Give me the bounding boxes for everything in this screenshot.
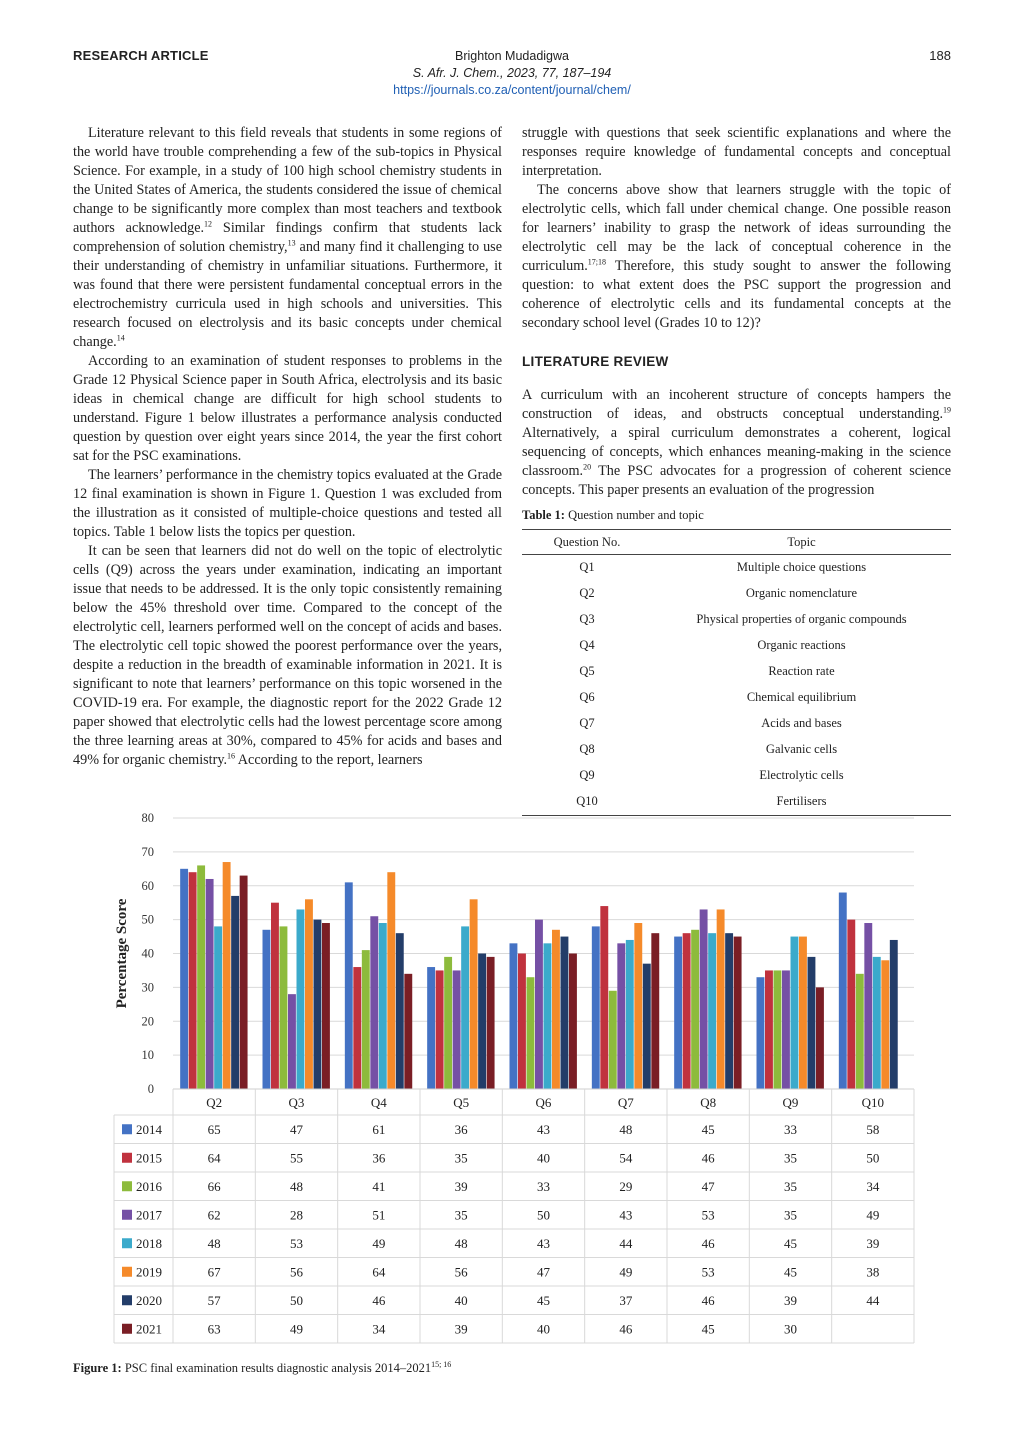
- bar: [774, 970, 782, 1089]
- data-label: 56: [290, 1264, 303, 1280]
- data-label: 45: [701, 1121, 715, 1137]
- data-label: 29: [619, 1178, 633, 1194]
- data-label: 44: [619, 1235, 633, 1251]
- data-label: 45: [701, 1321, 715, 1337]
- bar: [453, 970, 461, 1089]
- bar: [808, 957, 816, 1089]
- table-caption: Table 1: Question number and topic: [522, 508, 704, 522]
- bar: [470, 899, 478, 1089]
- table-row: Q7 Acids and bases: [579, 716, 842, 730]
- data-label: 49: [866, 1207, 880, 1223]
- data-label: 48: [290, 1178, 303, 1194]
- bar: [461, 926, 469, 1089]
- bar: [518, 954, 526, 1090]
- bar: [206, 879, 214, 1089]
- bar: [617, 943, 625, 1089]
- bar: [799, 937, 807, 1089]
- journal-link[interactable]: https://journals.co.za/content/journal/chem/: [393, 83, 631, 97]
- legend-label: 2020: [136, 1292, 162, 1308]
- citation[interactable]: 14: [116, 333, 125, 343]
- data-label: 34: [372, 1321, 386, 1337]
- bar: [271, 903, 279, 1089]
- legend-swatch: [122, 1210, 132, 1220]
- data-label: 48: [207, 1235, 221, 1251]
- data-label: 46: [372, 1292, 386, 1308]
- data-label: 61: [372, 1121, 386, 1137]
- y-tick-label: 10: [141, 1048, 154, 1063]
- data-label: 36: [454, 1121, 468, 1137]
- data-label: 57: [207, 1292, 221, 1308]
- bar: [890, 940, 898, 1089]
- figure-caption: Figure 1: PSC final examination results diagnostic analysis 2014–2021$^{15; 16}$: [73, 1359, 452, 1375]
- data-label: 35: [454, 1150, 468, 1166]
- legend-swatch: [122, 1295, 132, 1305]
- data-label: 64: [207, 1150, 221, 1166]
- citation[interactable]: 20: [583, 462, 592, 472]
- bar: [197, 865, 205, 1089]
- data-label: 46: [701, 1150, 715, 1166]
- bar: [816, 987, 824, 1089]
- bar: [717, 909, 725, 1089]
- data-label: 48: [454, 1235, 468, 1251]
- paragraph: The learners’ performance in the chemistry topics evaluated at the Grade 12 final examination is shown in Figure 1. Question 1 was excluded from the illustration as it consisted of multiple-choice questions and tested all topics. Table 1 below lists the topics per question.: [73, 467, 502, 540]
- data-label: 37: [619, 1292, 633, 1308]
- data-label: 66: [207, 1178, 221, 1194]
- bar: [231, 896, 239, 1089]
- data-label: 28: [290, 1207, 303, 1223]
- legend-swatch: [122, 1181, 132, 1191]
- bar: [651, 933, 659, 1089]
- data-label: 49: [290, 1321, 303, 1337]
- bar: [734, 937, 742, 1089]
- data-label: 53: [701, 1207, 715, 1223]
- table-row: Q10 Fertilisers: [522, 789, 951, 816]
- data-label: 39: [454, 1178, 468, 1194]
- bar: [782, 970, 790, 1089]
- x-tick-label: Q7: [617, 1095, 634, 1110]
- data-label: 65: [207, 1121, 221, 1137]
- data-label: 30: [784, 1321, 797, 1337]
- header-center: [73, 48, 951, 99]
- table-row: Q8 Galvanic cells: [579, 742, 838, 756]
- journal-citation: S. Afr. J. Chem., 2023, 77, 187–194: [412, 66, 612, 80]
- data-label: 33: [784, 1121, 797, 1137]
- data-label: 35: [784, 1207, 797, 1223]
- x-tick-label: Q5: [453, 1095, 470, 1110]
- bar: [873, 957, 881, 1089]
- x-tick-label: Q10: [861, 1095, 885, 1110]
- legend-label: 2016: [136, 1178, 162, 1194]
- table-header: Topic: [652, 530, 951, 555]
- data-label: 67: [207, 1264, 221, 1280]
- bar: [396, 933, 404, 1089]
- bar: [609, 991, 617, 1089]
- data-label: 47: [537, 1264, 550, 1280]
- bar: [280, 926, 288, 1089]
- data-label: 58: [866, 1121, 880, 1137]
- table-row: Q9 Electrolytic cells: [579, 768, 844, 782]
- data-label: 49: [372, 1235, 386, 1251]
- data-label: 35: [784, 1150, 797, 1166]
- data-label: 53: [290, 1235, 303, 1251]
- data-label: 47: [290, 1121, 303, 1137]
- topics-table: [522, 529, 951, 816]
- data-label: 39: [866, 1235, 880, 1251]
- bar: [510, 943, 518, 1089]
- bar: [765, 970, 773, 1089]
- bar: [189, 872, 197, 1089]
- bar: [322, 923, 330, 1089]
- y-tick-label: 40: [141, 946, 154, 961]
- data-label: 48: [619, 1121, 633, 1137]
- bar: [700, 909, 708, 1089]
- bar: [370, 916, 378, 1089]
- y-tick-label: 0: [147, 1082, 154, 1096]
- right-column: [522, 124, 951, 816]
- data-label: 38: [866, 1264, 880, 1280]
- x-tick-label: Q2: [206, 1095, 223, 1110]
- bar: [353, 967, 361, 1089]
- table-row: Q3 Physical properties of organic compounds: [579, 612, 907, 626]
- data-label: 63: [207, 1321, 221, 1337]
- bar: [478, 954, 486, 1090]
- bar: [569, 954, 577, 1090]
- data-label: 36: [372, 1150, 386, 1166]
- data-label: 64: [372, 1264, 386, 1280]
- bar: [856, 974, 864, 1089]
- bar: [297, 909, 305, 1089]
- citation[interactable]: 16: [227, 751, 236, 761]
- bar: [180, 869, 188, 1089]
- data-label: 40: [537, 1321, 550, 1337]
- paragraph: It can be seen that learners did not do well on the topic of electrolytic cells (Q9) across the years under examination, indicating an important issue that needs to be addressed. It is the only topic consistently remaining below the 45% threshold over time. Compared to the concept of the electrolytic cell, learners performed well on the concept of acids and bases. The electrolytic cell topic showed the poorest performance over the years, despite a reduction in the breadth of examinable information in 2021. It is significant to note that learners’ performance on this topic worsened in the COVID-19 era. For example, the diagnostic report for the 2022 Grade 12 paper showed that electrolytic cells had the lowest percentage score among the three learning areas at 30%, compared to 45% for acids and bases and 49% for organic chemistry.$^{16}$ According to the report, learners: [73, 543, 502, 768]
- data-label: 50: [537, 1207, 550, 1223]
- bar: [487, 957, 495, 1089]
- citation[interactable]: 19: [943, 405, 951, 415]
- bar: [404, 974, 412, 1089]
- data-label: 50: [290, 1292, 303, 1308]
- legend-label: 2021: [136, 1321, 162, 1337]
- legend-label: 2014: [136, 1121, 162, 1137]
- data-label: 40: [454, 1292, 468, 1308]
- table-row: Q4 Organic reactions: [579, 638, 846, 652]
- section-label: RESEARCH ARTICLE: [73, 48, 209, 63]
- bar: [643, 964, 651, 1089]
- data-label: 56: [454, 1264, 468, 1280]
- bar: [683, 933, 691, 1089]
- bar: [535, 920, 543, 1089]
- y-tick-label: 20: [141, 1014, 154, 1029]
- data-label: 55: [290, 1150, 303, 1166]
- y-tick-label: 80: [141, 811, 154, 825]
- legend-swatch: [122, 1238, 132, 1248]
- legend-label: 2019: [136, 1264, 162, 1280]
- bar: [725, 933, 733, 1089]
- bar: [240, 876, 248, 1089]
- bar: [544, 943, 552, 1089]
- section-heading: LITERATURE REVIEW: [522, 354, 669, 369]
- paragraph: Literature relevant to this field reveals that students in some regions of the world have trouble comprehending a few of the sub-topics in Physical Science. For example, in a study of 100 high school chemistry students in the United States of America, the students considered the issue of chemical change to be significantly more complex than most teachers and textbook authors acknowledge.$^{12}$ Similar findings confirm that students lack comprehension of solution chemistry,$^{13}$ and many find it challenging to use their understanding of chemistry in unfamiliar situations. Furthermore, it was found that there were persistent fundamental conceptual errors in the electrochemistry curricula used in high schools and universities. This research focused on electrolysis and its basic concepts under chemical change.$^{14}$: [73, 125, 502, 350]
- bar: [881, 960, 889, 1089]
- bar: [757, 977, 765, 1089]
- bar: [691, 930, 699, 1089]
- bar: [592, 926, 600, 1089]
- data-label: 34: [866, 1178, 880, 1194]
- table-row: Q2 Organic nomenclature: [579, 586, 858, 600]
- bar: [791, 937, 799, 1089]
- paragraph: The concerns above show that learners struggle with the topic of electrolytic cells, which fall under chemical change. One possible reason for learners’ inability to grasp the network of ideas surrounding the electrolytic cell may be the lack of conceptual coherence in the curriculum.$^{17;18}$ Therefore, this study sought to answer the following question: to what extent does the PSC support the progression and coherence of electrolytic cells and its fundamental concepts at the secondary school level (Grades 10 to 12)?: [522, 182, 951, 331]
- left-column: [73, 124, 502, 770]
- y-axis-label: Percentage Score: [114, 898, 130, 1009]
- bar: [288, 994, 296, 1089]
- table-header: Question No.: [522, 530, 652, 555]
- bar: [708, 933, 716, 1089]
- bar: [839, 893, 847, 1089]
- data-label: 39: [454, 1321, 468, 1337]
- legend-label: 2017: [136, 1207, 162, 1223]
- legend-swatch: [122, 1124, 132, 1134]
- y-tick-label: 50: [141, 912, 154, 927]
- bar: [362, 950, 370, 1089]
- data-label: 35: [454, 1207, 468, 1223]
- bar-chart: [100, 800, 930, 1360]
- y-tick-label: 70: [141, 844, 154, 859]
- table-row: Q5 Reaction rate: [579, 664, 835, 678]
- bar: [345, 882, 353, 1089]
- bar: [387, 872, 395, 1089]
- data-label: 46: [701, 1292, 715, 1308]
- bar: [214, 926, 222, 1089]
- data-label: 41: [372, 1178, 386, 1194]
- data-label: 53: [701, 1264, 715, 1280]
- paragraph: According to an examination of student responses to problems in the Grade 12 Physical Science paper in South Africa, electrolysis and its basic ideas in chemical change are difficult for high school students to understand. Figure 1 below illustrates a performance analysis conducted question by question over eight years since 2014, the year the first cohort sat for the PSC examinations.: [73, 353, 502, 464]
- data-label: 45: [537, 1292, 550, 1308]
- page-number: 188: [929, 48, 951, 63]
- bar: [379, 923, 387, 1089]
- bar: [223, 862, 231, 1089]
- y-tick-label: 60: [141, 878, 154, 893]
- bar: [864, 923, 872, 1089]
- paragraph: struggle with questions that seek scientific explanations and where the responses require knowledge of fundamental concepts and conceptual interpretation.: [522, 125, 951, 179]
- bar: [444, 957, 452, 1089]
- legend-swatch: [122, 1267, 132, 1277]
- data-label: 39: [784, 1292, 797, 1308]
- page-header: [73, 46, 951, 102]
- legend-label: 2015: [136, 1150, 162, 1166]
- bar: [600, 906, 608, 1089]
- data-label: 49: [619, 1264, 633, 1280]
- data-label: 45: [784, 1264, 797, 1280]
- bar: [314, 920, 322, 1089]
- bar: [305, 899, 313, 1089]
- data-label: 51: [372, 1207, 386, 1223]
- bar: [847, 920, 855, 1089]
- x-tick-label: Q6: [535, 1095, 552, 1110]
- data-label: 47: [701, 1178, 715, 1194]
- data-label: 54: [619, 1150, 633, 1166]
- bar: [634, 923, 642, 1089]
- data-label: 46: [701, 1235, 715, 1251]
- data-label: 43: [537, 1235, 550, 1251]
- data-label: 62: [207, 1207, 221, 1223]
- data-label: 43: [619, 1207, 633, 1223]
- citation[interactable]: 13: [287, 238, 296, 248]
- data-label: 46: [619, 1321, 633, 1337]
- legend-swatch: [122, 1324, 132, 1334]
- bar: [626, 940, 634, 1089]
- bar: [436, 970, 444, 1089]
- x-tick-label: Q8: [700, 1095, 717, 1110]
- legend-swatch: [122, 1153, 132, 1163]
- data-label: 44: [866, 1292, 880, 1308]
- data-label: 33: [537, 1178, 550, 1194]
- citation[interactable]: 12: [204, 219, 213, 229]
- bar: [561, 937, 569, 1089]
- bar: [527, 977, 535, 1089]
- data-label: 45: [784, 1235, 797, 1251]
- data-label: 40: [537, 1150, 550, 1166]
- author: Brighton Mudadigwa: [455, 49, 569, 63]
- bar: [674, 937, 682, 1089]
- data-label: 43: [537, 1121, 550, 1137]
- bar: [552, 930, 560, 1089]
- citation[interactable]: 17;18: [587, 257, 607, 267]
- data-label: 50: [866, 1150, 880, 1166]
- x-tick-label: Q4: [370, 1095, 387, 1110]
- y-tick-label: 30: [141, 980, 154, 995]
- data-label: 35: [784, 1178, 797, 1194]
- legend-label: 2018: [136, 1235, 162, 1251]
- paragraph: A curriculum with an incoherent structure of concepts hampers the construction of ideas, and obstructs conceptual understanding.$^{19}$ Alternatively, a spiral curriculum demonstrates a coherent, logical sequencing of concepts, which enhances meaning-making in the science classroom.$^{20}$ The PSC advocates for a progression of coherent science concepts. This paper presents an evaluation of the progression: [522, 387, 951, 498]
- bar: [427, 967, 435, 1089]
- x-tick-label: Q3: [288, 1095, 305, 1110]
- x-tick-label: Q9: [782, 1095, 799, 1110]
- table-row: Q6 Chemical equilibrium: [579, 690, 857, 704]
- bar: [263, 930, 271, 1089]
- table-row: Q1 Multiple choice questions: [579, 560, 867, 574]
